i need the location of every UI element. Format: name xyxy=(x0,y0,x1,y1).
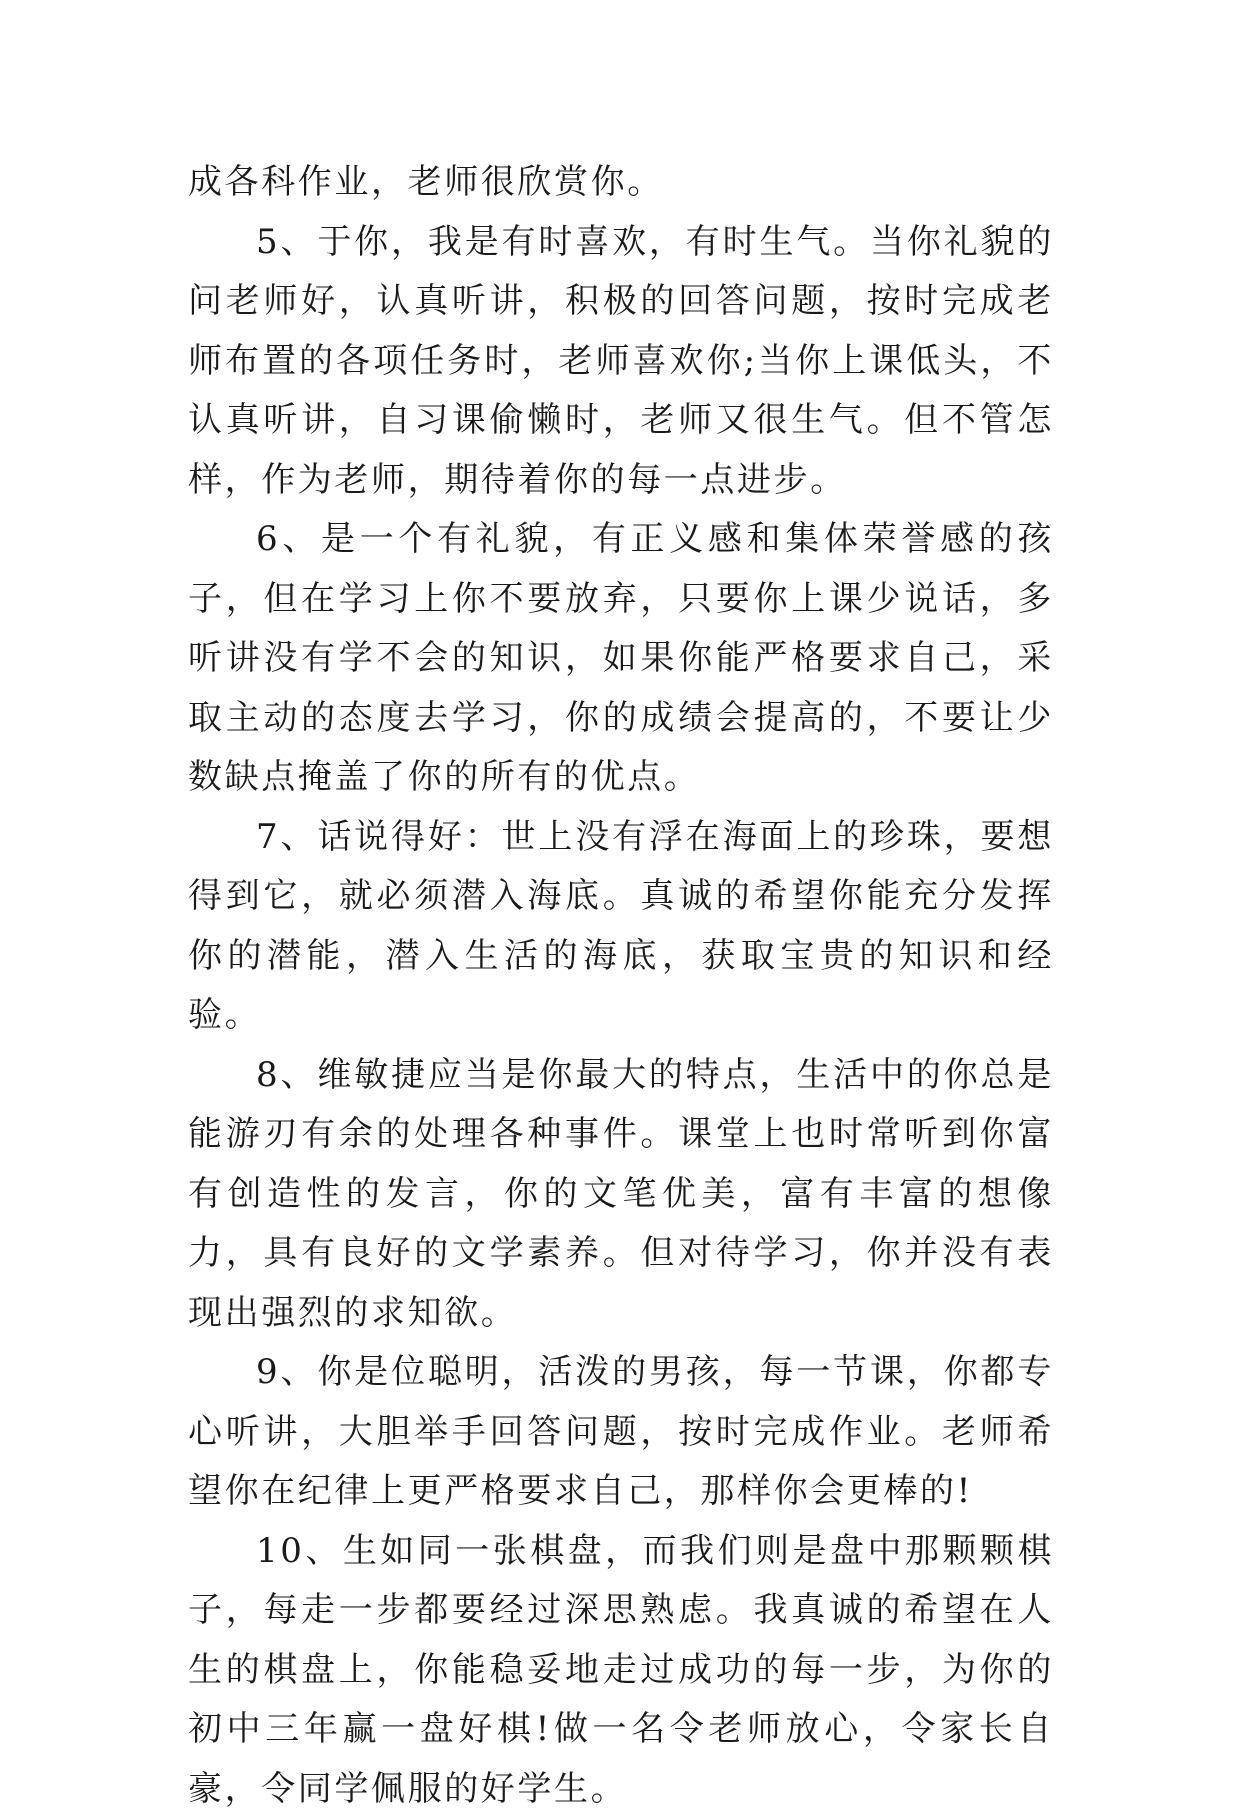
document-body xyxy=(188,153,1054,1819)
paragraph-item-8: 8、维敏捷应当是你最大的特点，生活中的你总是能游刃有余的处理各种事件。课堂上也时常听到你富有创造性的发言，你的文笔优美，富有丰富的想像力，具有良好的文学素养。但对待学习，你并没有表现出强烈的求知欲。 xyxy=(188,1046,1054,1344)
paragraph-continuation: 成各科作业，老师很欣赏你。 xyxy=(188,153,1054,213)
paragraph-item-6: 6、是一个有礼貌，有正义感和集体荣誉感的孩子，但在学习上你不要放弃，只要你上课少说话，多听讲没有学不会的知识，如果你能严格要求自己，采取主动的态度去学习，你的成绩会提高的，不要让少数缺点掩盖了你的所有的优点。 xyxy=(188,510,1054,808)
paragraph-item-5: 5、于你，我是有时喜欢，有时生气。当你礼貌的问老师好，认真听讲，积极的回答问题，按时完成老师布置的各项任务时，老师喜欢你;当你上课低头，不认真听讲，自习课偷懒时，老师又很生气。但不管怎样，作为老师，期待着你的每一点进步。 xyxy=(188,213,1054,511)
paragraph-item-10: 10、生如同一张棋盘，而我们则是盘中那颗颗棋子，每走一步都要经过深思熟虑。我真诚的希望在人生的棋盘上，你能稳妥地走过成功的每一步，为你的初中三年赢一盘好棋!做一名令老师放心，令家长自豪，令同学佩服的好学生。 xyxy=(188,1522,1054,1819)
paragraph-item-9: 9、你是位聪明，活泼的男孩，每一节课，你都专心听讲，大胆举手回答问题，按时完成作业。老师希望你在纪律上更严格要求自己，那样你会更棒的! xyxy=(188,1343,1054,1522)
paragraph-item-7: 7、话说得好：世上没有浮在海面上的珍珠，要想得到它，就必须潜入海底。真诚的希望你能充分发挥你的潜能，潜入生活的海底，获取宝贵的知识和经验。 xyxy=(188,808,1054,1046)
